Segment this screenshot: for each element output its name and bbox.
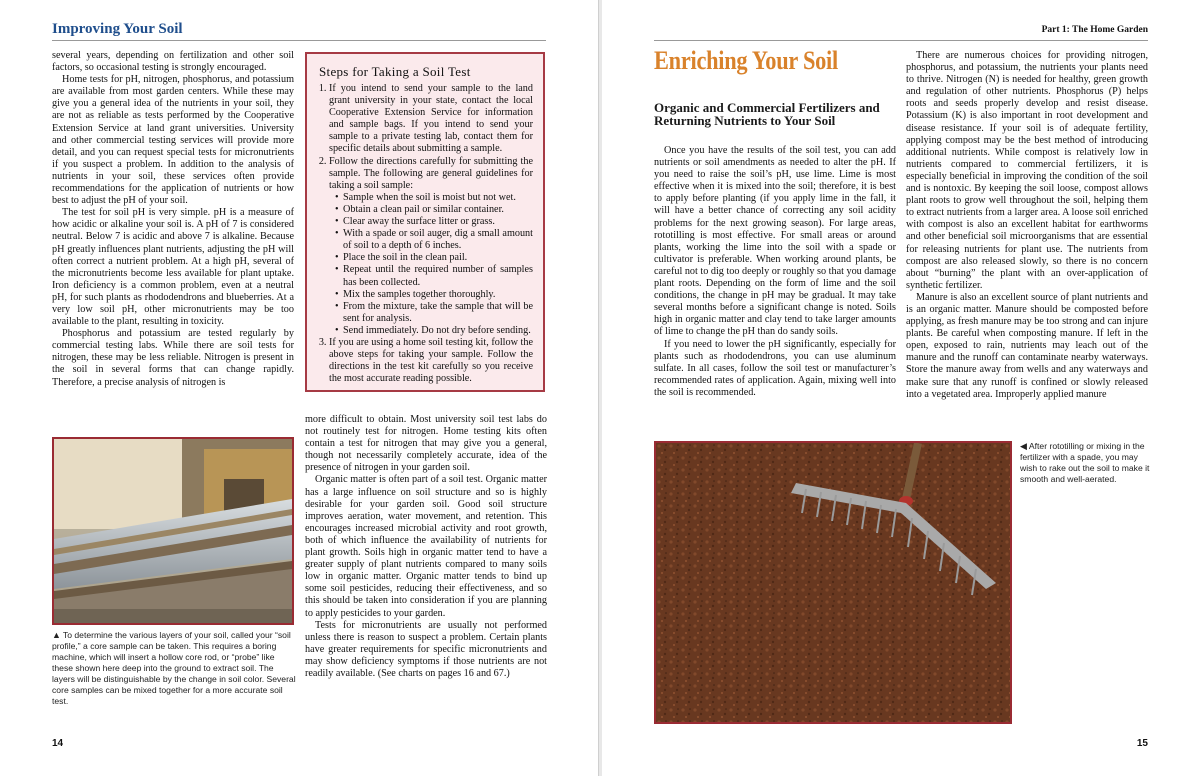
paragraph: The test for soil pH is very simple. pH is a measure of how acidic or alkaline your soil is. A pH of 7 is considered neutral. Below 7 is acidic and above 7 is alkaline. Because pH greatly influences plant nutrients, adjusting the pH will often correct a nutrient problem. At a high pH, several of the micronutrients become less available for plant uptake. Iron deficiency is a common problem, even at a neutral pH, for such plants as rhododendrons and blueberries. At a very low soil pH, other micronutrients may be too available to the plant, resulting in toxicity. [52, 207, 294, 328]
soil-core-probes-image [54, 439, 292, 623]
step-2-text: Follow the directions carefully for submitting the sample. The following are general guidelines for taking a soil sample: [329, 155, 533, 191]
paragraph: Phosphorus and potassium are tested regularly by commercial testing labs. While there are soil tests for nitrogen, these may be less reliable. Nitrogen is present in the soil in several forms that can change rapidly. Therefore, a precise analysis of nitrogen is [52, 328, 294, 388]
guideline-item: • With a spade or soil auger, dig a small amount of soil to a depth of 6 inches. [337, 228, 533, 252]
paragraph: Tests for micronutrients are usually not performed unless there is reason to suspect a problem. Certain plants have greater requirements for specific micronutrients and may show deficiency symptoms if those nutrients are not readily available. (See charts on pages 16 and 67.) [305, 619, 547, 679]
guideline-item: • From the mixture, take the sample that will be sent for analysis. [337, 301, 533, 325]
caption-arrow-icon: ▲ [52, 630, 61, 640]
paragraph: several years, depending on fertilization and other soil factors, so occasional testing is strongly encouraged. [52, 50, 294, 74]
rake-in-soil-image [656, 443, 1010, 722]
page-number: 14 [52, 738, 64, 749]
running-head: Improving Your Soil [52, 21, 183, 37]
guideline-item: • Repeat until the required number of samples has been collected. [337, 264, 533, 288]
header-rule [654, 40, 1148, 41]
soil-test-sidebar [305, 52, 545, 392]
paragraph: There are numerous choices for providing nitrogen, phosphorus, and potassium, the nutrients your plants need to thrive. Nitrogen (N) is needed for healthy, green growth and regulation of other nutrients. Phosphorus (P) helps roots and seeds properly develop and resist disease. Potassium (K) is also important in root development and disease resistance. If your soil is of adequate fertility, applying compost may be the best method of introducing additional nutrients. While compost is relatively low in nutrients compared to commercial fertilizers, it is especially beneficial in improving the condition of the soil and is nontoxic. By keeping the soil loose, compost allows plant roots to grow well throughout the soil, helping them to extract nutrients from a larger area. A loose soil enriched with compost is also an excellent habitat for earthworms and other beneficial soil microorganisms that are essential for releasing nutrients for plant use. The nutrients from compost are also released slowly, so there is no concern about “burning” the plant with an over-application of synthetic fertilizer. [906, 50, 1148, 291]
paragraph: If you need to lower the pH significantly, especially for plants such as rhododendrons, you can use aluminum sulfate. In all cases, follow the soil test or manufacturer’s recommended rates of application. Again, mixing well into the soil is recommended. [654, 338, 896, 398]
left-column-2 [305, 414, 547, 680]
guideline-item: • Send immediately. Do not dry before sending. [337, 325, 533, 337]
paragraph: Once you have the results of the soil test, you can add nutrients or soil amendments as needed to alter the pH. If you need to raise the soil’s pH, use lime. Lime is most effective when it is mixed into the soil; therefore, it is best to apply before planting (if you apply lime in the fall, it will have a better chance of correcting any soil acidity problems for the next growing season). For large areas, rototilling is most effective. For small areas or around plants, working the lime into the soil with a spade or cultivator is preferable. When working around plants, be careful not to dig too deeply or roughly so that you damage plant roots. Depending on the form of lime and the soil conditions, the change in pH may be gradual. It may take several months before a significant change is noted. Soils high in organic matter and clay tend to take larger amounts of lime to change the pH than do sandy soils. [654, 145, 896, 338]
guideline-item: • Place the soil in the clean pail. [337, 252, 533, 264]
chapter-title: Enriching Your Soil [654, 46, 838, 75]
section-heading: Organic and Commercial Fertilizers and Returning Nutrients to Your Soil [654, 100, 880, 128]
page-number: 15 [1136, 738, 1148, 749]
caption-arrow-icon: ◀ [1020, 441, 1027, 451]
paragraph: Home tests for pH, nitrogen, phosphorus, and potassium are available from most garden centers. While these may give you a general idea of the nutrients in your soil, they are not as reliable as tests performed by the Cooperative Extension Service at land grant universities. University and other commercial testing services will provide more detail, and you can request special tests for micronutrients if you suspect a problem. In addition to the analysis of nutrients in your soil, these services often provide recommendations for the application of nutrients or how best to adjust the pH of your soil. [52, 74, 294, 207]
soil-core-photo [52, 437, 294, 625]
sidebar-title: Steps for Taking a Soil Test [319, 64, 471, 79]
sampling-guidelines [329, 192, 533, 337]
step-1: 1. If you intend to send your sample to the land grant university in your state, contact the local Cooperative Extension Service for information and sample bags. If you intend to send your sample to a private testing lab, contact them for specific details about submitting a sample. [329, 83, 533, 156]
guideline-item: • Obtain a clean pail or similar container. [337, 204, 533, 216]
left-column-1 [52, 50, 294, 389]
left-page [0, 0, 598, 776]
step-2 [329, 156, 533, 337]
running-head: Part 1: The Home Garden [1041, 25, 1148, 35]
soil-test-steps [319, 83, 533, 385]
photo-caption: ▲ To determine the various layers of your soil, called your “soil profile,” a core sample can be taken. This requires a boring machine, which will insert a hollow core rod, or “probe” like these shown here deep into the ground to extract soil. The layers will be distinguishable by the change in soil color. Several core samples can be mixed together for a more accurate soil test. [52, 630, 296, 706]
guideline-item: • Clear away the surface litter or grass. [337, 216, 533, 228]
right-page [602, 0, 1200, 776]
guideline-item: • Sample when the soil is moist but not wet. [337, 192, 533, 204]
raking-soil-photo [654, 441, 1012, 724]
right-column-2 [906, 50, 1148, 401]
paragraph: Manure is also an excellent source of plant nutrients and is an organic matter. Manure should be composted before applying, as fresh manure may be too strong and can injure plants. Be careful when composting manure. If left in the open, exposed to rain, nutrients may leach out of the manure and the runoff can contaminate nearby waterways. Store the manure away from wells and any waterways and make sure that any runoff is confined or slowly released into a vegetated area. Improperly applied manure [906, 291, 1148, 400]
paragraph: Organic matter is often part of a soil test. Organic matter has a large influence on soil structure and so is highly desirable for your garden soil. Good soil structure improves aeration, water movement, and retention. This encourages increased microbial activity and root growth, both of which influence the availability of nutrients for plant growth. Soils high in organic matter tend to have a greater supply of plant nutrients compared to many soils low in organic matter. Organic matter tends to bind up some soil pesticides, reducing their effectiveness, and so this should be taken into consideration if you are planning to apply pesticides to your garden. [305, 474, 547, 619]
step-3: 3. If you are using a home soil testing kit, follow the above steps for taking your sample. Follow the directions in the test kit carefully so you receive the most accurate reading possible. [329, 337, 533, 385]
guideline-item: • Mix the samples together thoroughly. [337, 289, 533, 301]
photo-caption: ◀ After rototilling or mixing in the fertilizer with a spade, you may wish to rake out the soil to make it smooth and well-aerated. [1020, 441, 1150, 484]
right-column-1 [654, 145, 896, 399]
header-rule [52, 40, 546, 41]
paragraph: more difficult to obtain. Most university soil test labs do not routinely test for nitrogen. Home testing kits often contain a test for nitrogen that may give you a general, though not necessarily completely accurate, idea of the presence of nitrogen in your garden soil. [305, 414, 547, 474]
